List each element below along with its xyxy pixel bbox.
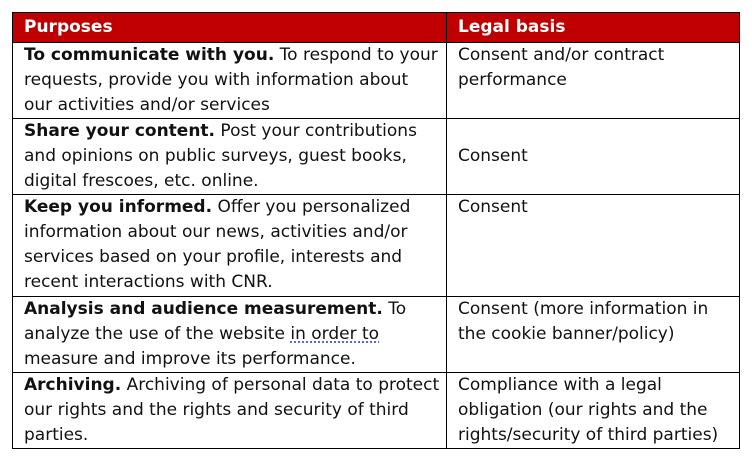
purpose-description: To analyze the use of the website — [24, 299, 407, 344]
header-purposes: Purposes — [13, 13, 447, 43]
legal-basis-cell: Consent — [447, 195, 740, 297]
purpose-cell — [13, 195, 447, 297]
table-row — [13, 195, 740, 297]
purpose-description: Post your contributions and opinions on public surveys, guest books, digital frescoes, etc. online. — [24, 121, 417, 191]
spellcheck-flagged-phrase[interactable]: in order to — [290, 324, 380, 344]
purpose-description: Offer you personalized information about our news, activities and/or services based on your profile, interests and recent interactions with CNR. — [24, 197, 411, 292]
table-row — [13, 297, 740, 373]
table-row — [13, 119, 740, 195]
header-legal-basis: Legal basis — [447, 13, 740, 43]
purpose-cell — [13, 373, 447, 449]
table-header-row — [13, 13, 740, 43]
legal-basis-cell: Consent and/or contract performance — [447, 43, 740, 119]
purpose-cell — [13, 43, 447, 119]
purpose-cell — [13, 119, 447, 195]
legal-basis-cell: Consent (more information in the cookie banner/policy) — [447, 297, 740, 373]
document-page — [12, 12, 739, 449]
purpose-title: Analysis and audience measurement. — [24, 299, 383, 319]
purpose-title: To communicate with you. — [24, 45, 275, 65]
purpose-title: Archiving. — [24, 375, 122, 395]
legal-basis-cell: Consent — [447, 119, 740, 195]
table-row — [13, 373, 740, 449]
purpose-title: Share your content. — [24, 121, 216, 141]
purposes-legal-basis-table — [12, 12, 740, 449]
purpose-description-end: measure and improve its performance. — [24, 349, 356, 369]
purpose-description: To respond to your requests, provide you with information about our activities and/or services — [24, 45, 438, 115]
purpose-title: Keep you informed. — [24, 197, 213, 217]
purpose-description: Archiving of personal data to protect our rights and the rights and security of third parties. — [24, 375, 440, 445]
legal-basis-cell: Compliance with a legal obligation (our rights and the rights/security of third parties) — [447, 373, 740, 449]
purpose-cell — [13, 297, 447, 373]
table-row — [13, 43, 740, 119]
